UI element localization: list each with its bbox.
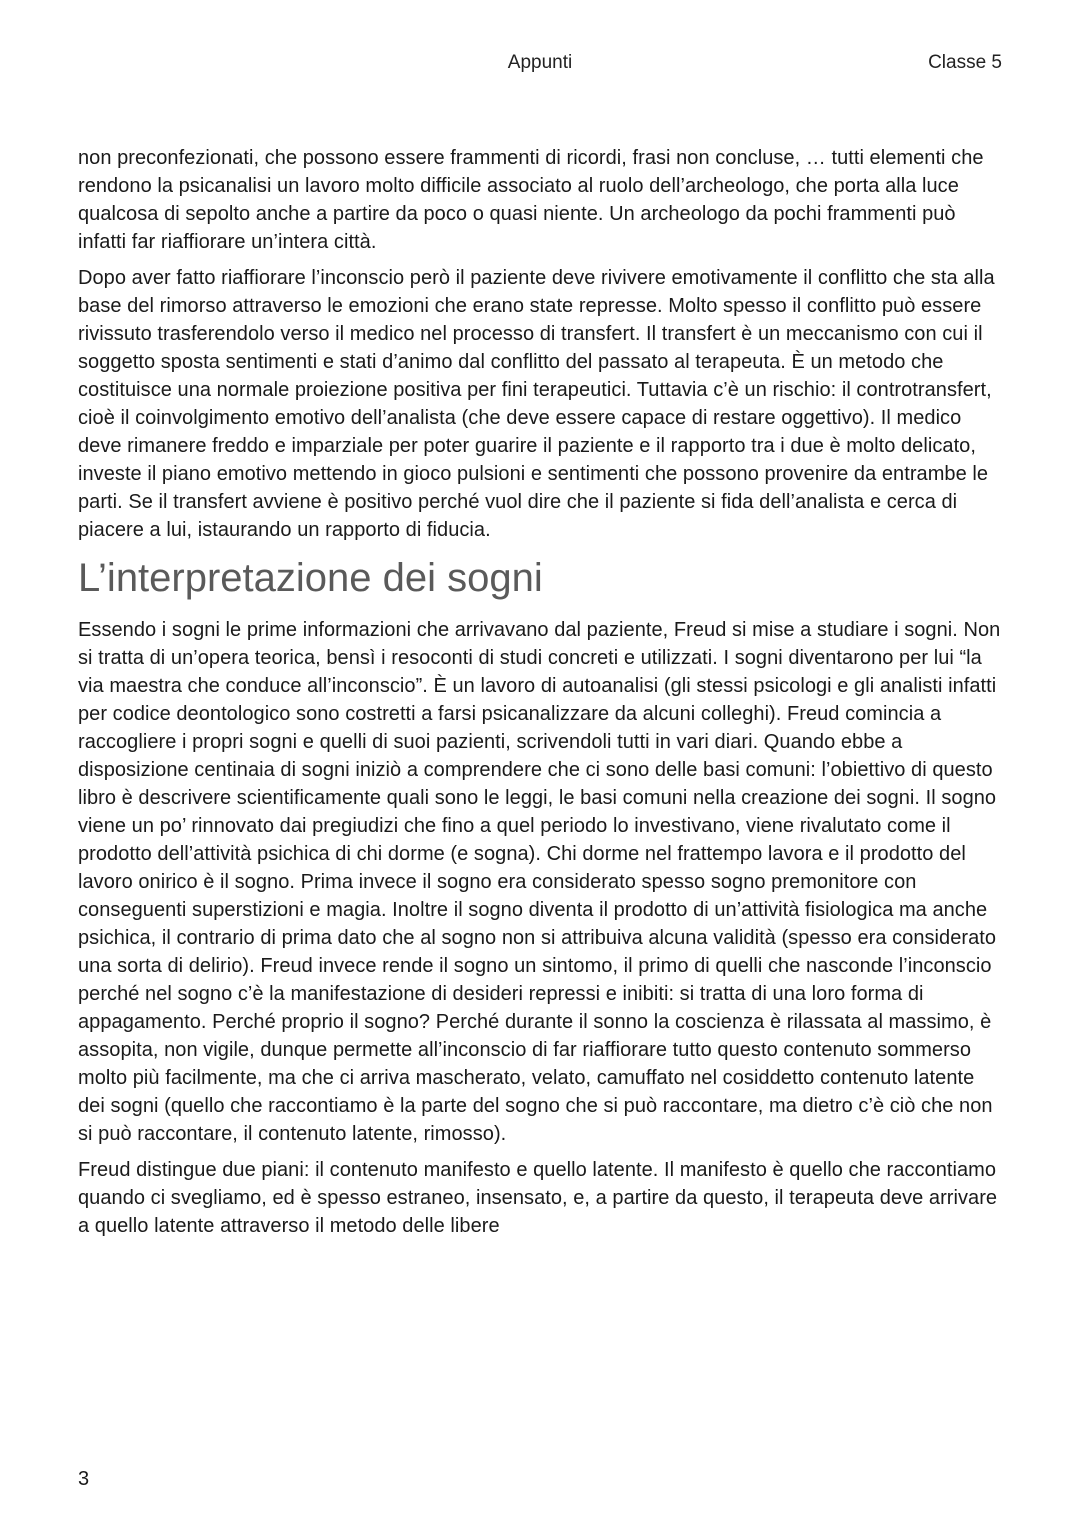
paragraph-piani: Freud distingue due piani: il contenuto manifesto e quello latente. Il manifesto è quello che raccontiamo quando ci svegliamo, ed è spesso estraneo, insensato, e, a partire da questo, il terapeuta deve arrivare a quello latente attraverso il metodo delle libere	[78, 1159, 998, 1237]
paragraph-sogni: Essendo i sogni le prime informazioni che arrivavano dal paziente, Freud si mise a studiare i sogni. Non si tratta di un’opera teorica, bensì i resoconti di studi concreti e utilizzati. I sogni diventarono per lui “la via maestra che conduce all’inconscio”. È un lavoro di autoanalisi (gli stessi psicologi e gli analisti infatti per codice deontologico sono costretti a farsi psicanalizzare da alcuni colleghi). Freud comincia a raccogliere i propri sogni e quelli di suoi pazienti, scrivendoli tutti in vari diari. Quando ebbe a disposizione centinaia di sogni iniziò a comprendere che ci sono delle basi comuni: l’obiettivo di questo libro è descrivere scientificamente quali sono le leggi, le basi comuni nella creazione dei sogni. Il sogno viene un po’ rinnovato dai pregiudizi che fino a quel periodo lo investivano, viene rivalutato come il prodotto dell’attività psichica di chi dorme (e sogna). Chi dorme nel frattempo lavora e il prodotto del lavoro onirico è il sogno. Prima invece il sogno era considerato spesso sogno premonitore con conseguenti superstizioni e magia. Inoltre il sogno diventa il prodotto di un’attività fisiologica ma anche psichica, il contrario di prima dato che al sogno non si attribuiva alcuna validità (spesso era considerato una sorta di delirio). Freud invece rende il sogno un sintomo, il primo di quelli che nasconde l’inconscio perché nel sogno c’è la manifestazione di desideri repressi e inibiti: si tratta di una loro forma di appagamento. Perché proprio il sogno? Perché durante il sonno la coscienza è rilassata al massimo, è assopita, non vigile, dunque permette all’inconscio di far riaffiorare tutto questo contenuto sommerso molto più facilmente, ma che ci arriva mascherato, velato, camuffato nel cosiddetto contenuto latente dei sogni (quello che raccontiamo è la parte del sogno che si può raccontare, ma dietro c’è ciò che non si può raccontare, il contenuto latente, rimosso).	[78, 619, 1001, 1145]
page-header	[0, 52, 1080, 80]
section-title: L’interpretazione dei sogni	[78, 556, 543, 600]
page-number: 3	[78, 1468, 90, 1490]
paragraph-archeologo: non preconfezionati, che possono essere frammenti di ricordi, frasi non concluse, … tutti elementi che rendono la psicanalisi un lavoro molto difficile associato al ruolo dell’archeologo, che porta alla luce qualcosa di sepolto anche a partire da poco o quasi niente. Un archeologo da pochi frammenti può infatti far riaffiorare un’intera città.	[78, 147, 984, 253]
paragraph-transfert: Dopo aver fatto riaffiorare l’inconscio però il paziente deve rivivere emotivamente il conflitto che sta alla base del rimorso attraverso le emozioni che erano state represse. Molto spesso il conflitto può essere rivissuto trasferendolo verso il medico nel processo di transfert. Il transfert è un meccanismo con cui il soggetto sposta sentimenti e stati d’animo dal conflitto del passato al terapeuta. È un metodo che costituisce una normale proiezione positiva per fini terapeutici. Tuttavia c’è un rischio: il controtransfert, cioè il coinvolgimento emotivo dell’analista (che deve essere capace di restare oggettivo). Il medico deve rimanere freddo e imparziale per poter guarire il paziente e il rapporto tra i due è molto delicato, investe il piano emotivo mettendo in gioco pulsioni e sentimenti che possono provenire da entrambe le parti. Se il transfert avviene è positivo perché vuol dire che il paziente si fida dell’analista e cerca di piacere a lui, istaurando un rapporto di fiducia.	[78, 267, 995, 541]
header-class-label: Classe 5	[928, 52, 1002, 73]
header-title: Appunti	[507, 52, 573, 73]
document-body	[78, 144, 1004, 1248]
